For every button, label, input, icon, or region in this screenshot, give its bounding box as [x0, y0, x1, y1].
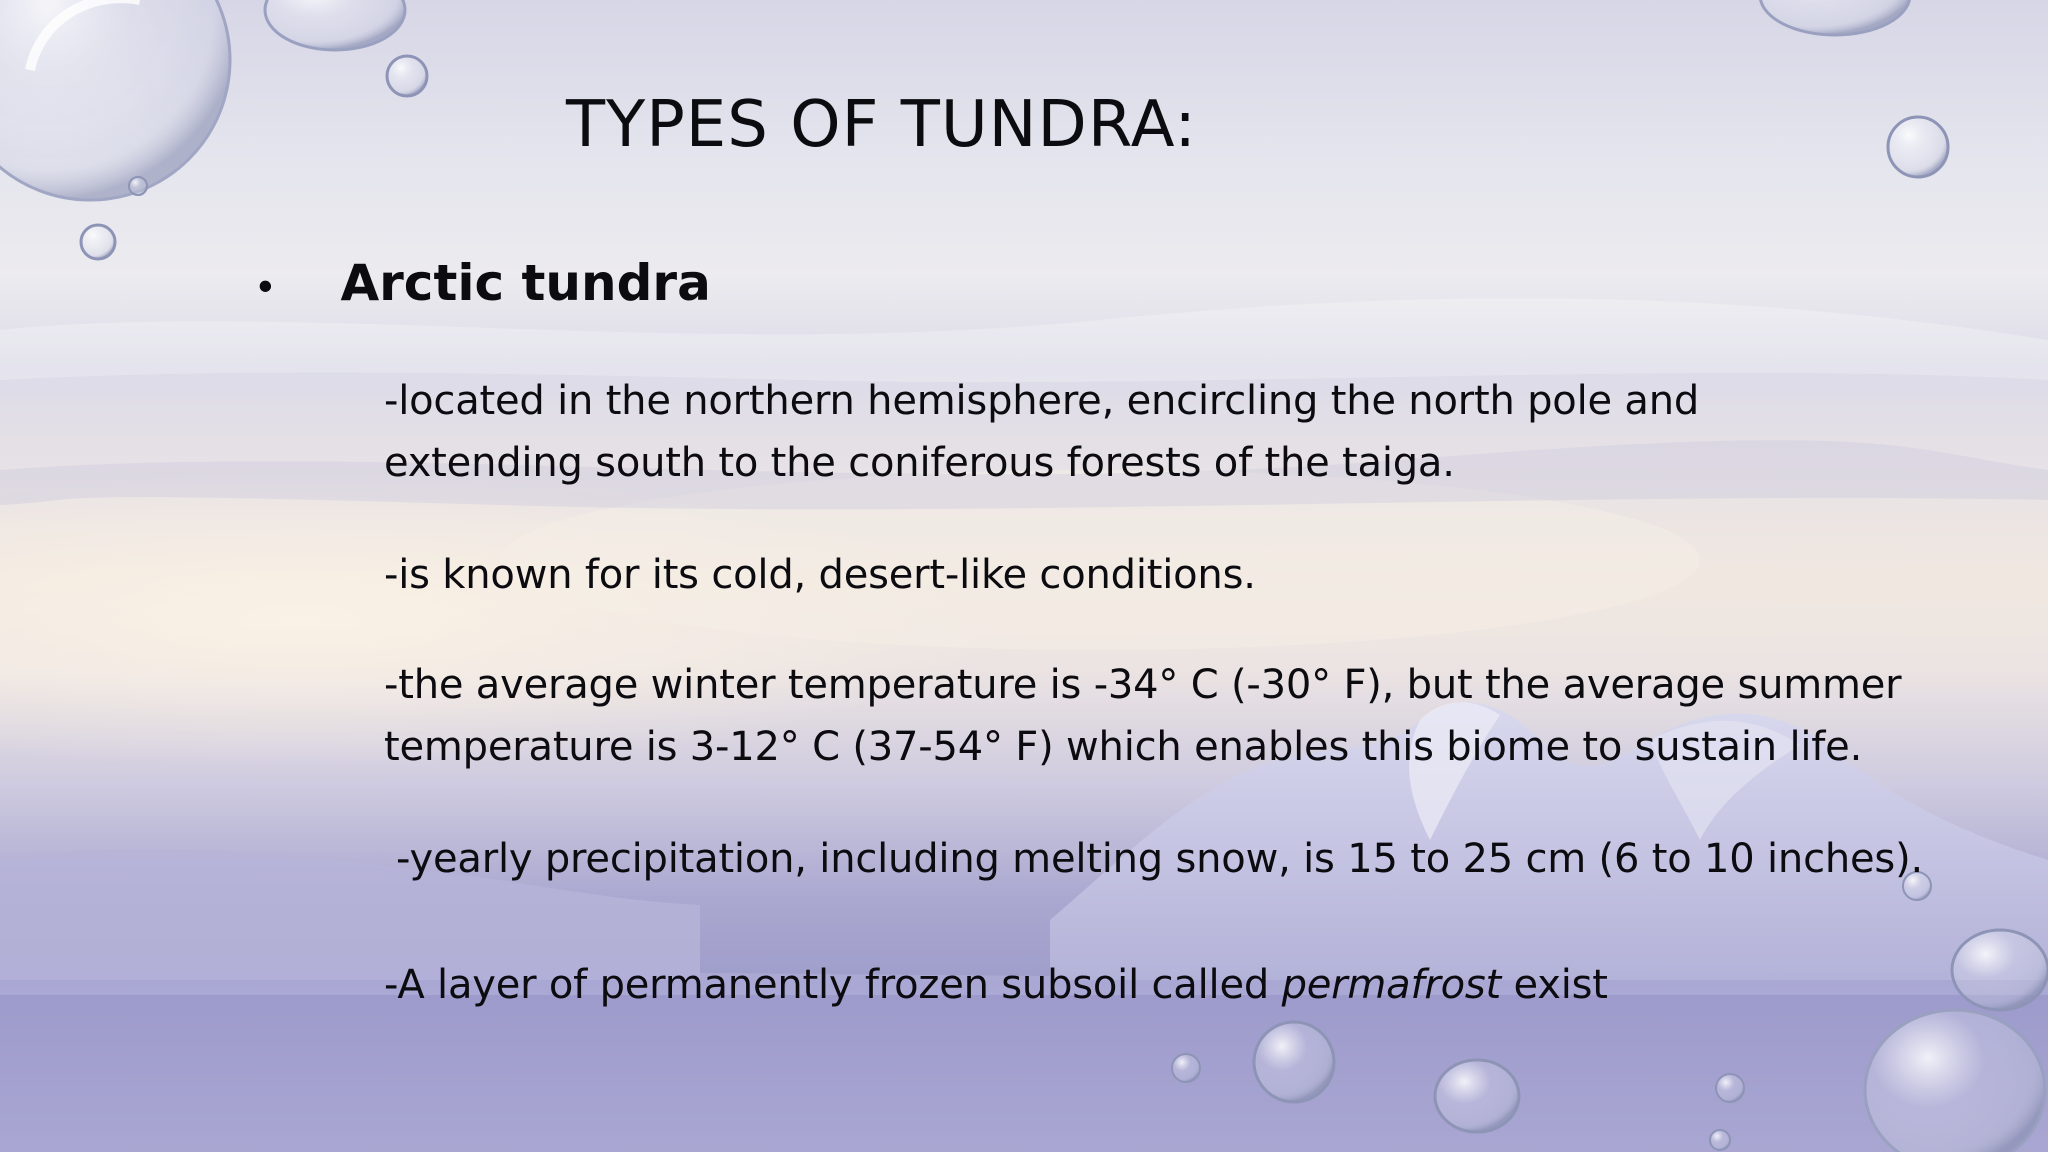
paragraph-temperature: [384, 654, 1901, 778]
paragraph-line: temperature is 3-12° C (37-54° F) which enables this biome to sustain life.: [384, 724, 1863, 770]
paragraph-line: extending south to the coniferous forests of the taiga.: [384, 440, 1455, 486]
slide-title: TYPES OF TUNDRA:: [566, 88, 1197, 162]
permafrost-text-before: -A layer of permanently frozen subsoil called: [384, 962, 1282, 1008]
bullet-marker: •: [258, 262, 273, 309]
permafrost-text-after: exist: [1501, 962, 1608, 1008]
paragraph-line: -located in the northern hemisphere, encircling the north pole and: [384, 378, 1700, 424]
paragraph-precipitation: -yearly precipitation, including melting snow, is 15 to 25 cm (6 to 10 inches).: [396, 836, 1923, 882]
paragraph-permafrost: [384, 954, 1608, 1016]
permafrost-term: permafrost: [1281, 962, 1502, 1008]
bullet-heading: Arctic tundra: [340, 254, 711, 312]
paragraph-line: -the average winter temperature is -34° C (-30° F), but the average summer: [384, 662, 1902, 708]
paragraph-conditions: -is known for its cold, desert-like conditions.: [384, 552, 1256, 598]
paragraph-location: [384, 370, 1699, 494]
bullet-item: [258, 254, 711, 312]
